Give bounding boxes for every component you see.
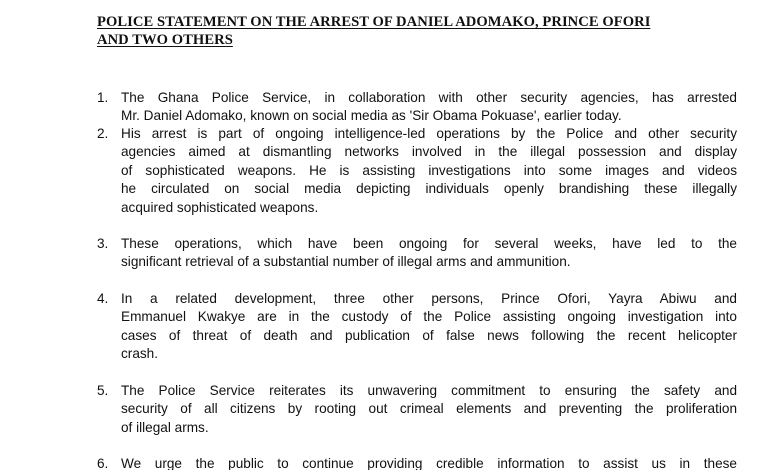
text-line: security of all citizens by rooting out crimeal elements and preventing the proliferation (121, 401, 737, 417)
paragraph-text (121, 125, 737, 217)
text-line: Emmanuel Kwakye are in the custody of the Police assisting ongoing investigation into (121, 309, 737, 325)
text-line: acquired sophisticated weapons. (121, 199, 319, 215)
text-line: The Ghana Police Service, in collaboration with other security agencies, has arrested (121, 90, 737, 105)
text-line: Mr. Daniel Adomako, known on social media as 'Sir Obama Pokuase', earlier today. (121, 108, 622, 124)
paragraph-number: 1. (97, 90, 109, 105)
paragraph-number: 6. (97, 456, 109, 470)
paragraph-number: 5. (97, 383, 109, 398)
text-line: he circulated on social media depicting individuals openly brandishing these illegally (121, 181, 737, 197)
paragraph-text (121, 290, 737, 364)
text-line: In a related development, three other persons, Prince Ofori, Yayra Abiwu and (121, 291, 737, 306)
paragraph-text (121, 382, 737, 437)
paragraph-text (121, 89, 737, 126)
paragraph-text (121, 455, 737, 470)
text-line: significant retrieval of a substantial number of illegal arms and ammunition. (121, 254, 571, 270)
paragraph-number: 4. (97, 291, 109, 306)
paragraph-text (121, 235, 737, 272)
title-line: AND TWO OTHERS (97, 32, 233, 48)
text-line: These operations, which have been ongoing for several weeks, have led to the (121, 236, 737, 251)
text-line: agencies aimed at dismantling networks involved in the illegal possession and display (121, 144, 737, 160)
text-line: We urge the public to continue providing credible information to assist us in these (121, 456, 737, 470)
text-line: crash. (121, 346, 159, 362)
text-line: The Police Service reiterates its unwavering commitment to ensuring the safety and (121, 383, 737, 398)
paragraph-number: 2. (97, 126, 109, 141)
text-line: of sophisticated weapons. He is assisting investigations into some images and videos (121, 162, 737, 178)
title-line: POLICE STATEMENT ON THE ARREST OF DANIEL ADOMAKO, PRINCE OFORI (97, 14, 651, 30)
text-line: His arrest is part of ongoing intelligence-led operations by the Police and other security (121, 126, 737, 141)
text-line: cases of threat of death and publication of false news following the recent helicopter (121, 327, 737, 343)
text-line: of illegal arms. (121, 419, 209, 435)
paragraph-number: 3. (97, 236, 109, 251)
statement-title (97, 13, 737, 49)
